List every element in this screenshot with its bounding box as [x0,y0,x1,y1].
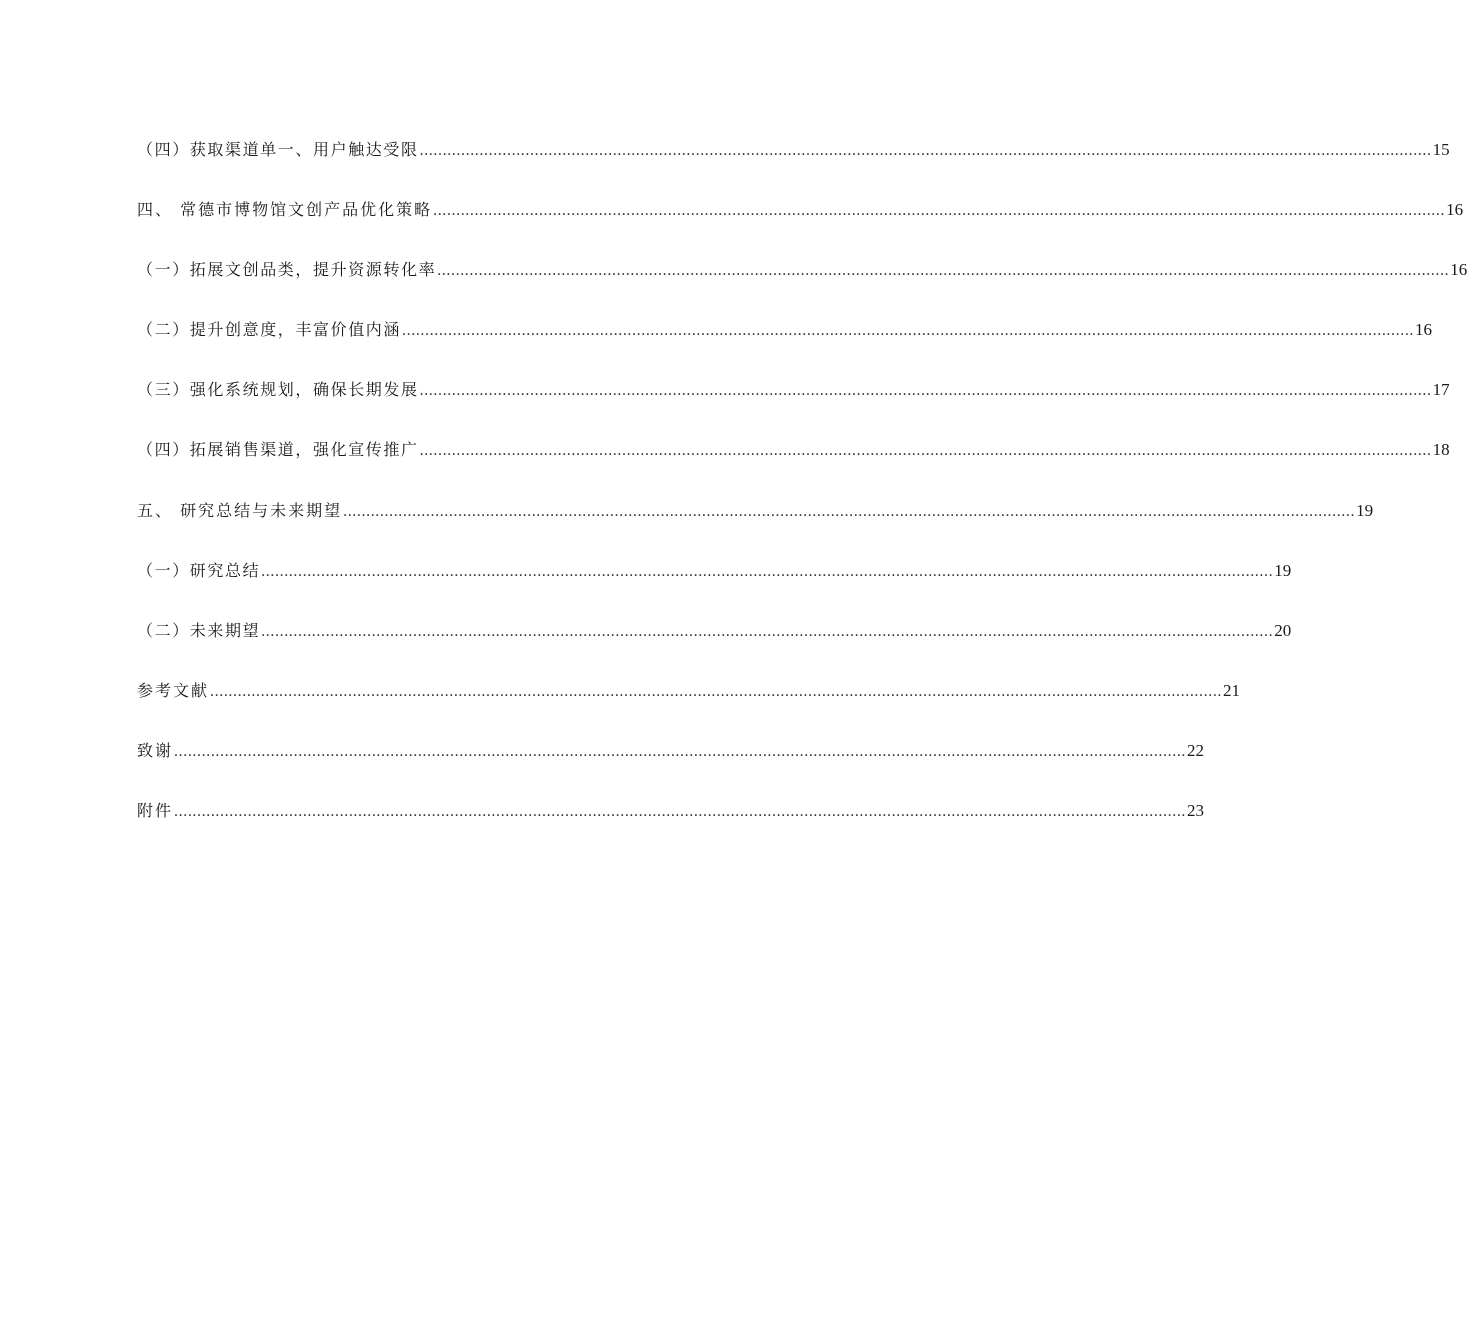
toc-entry[interactable] [137,316,1433,376]
toc-entry[interactable] [137,136,1450,196]
toc-entry-page: 16 [1446,200,1464,220]
toc-entry[interactable] [137,497,1374,557]
toc-entry-title: 参考文献 [137,680,210,700]
toc-entry-page: 18 [1432,440,1450,460]
toc-entry-title: （四）拓展销售渠道，强化宣传推广 [137,440,419,460]
toc-entry-title: 附件 [137,801,174,821]
toc-entry-title: 四、 常德市博物馆文创产品优化策略 [137,200,433,220]
toc-entry-page: 16 [1415,320,1433,340]
toc-entry-page: 15 [1432,140,1450,159]
toc-dot-leader: ............................................................................................................................................................................................................................ [419,382,1432,400]
toc-entry-title: （二）提升创意度，丰富价值内涵 [137,320,402,340]
toc-dot-leader: ............................................................................................................................................................................................................................ [419,442,1432,460]
toc-entry[interactable] [137,617,1292,677]
toc-dot-leader: ............................................................................................................................................................................................................................ [261,622,1274,640]
toc-entry[interactable] [137,797,1205,857]
toc-entry-page: 17 [1432,380,1450,400]
toc-entry[interactable] [137,677,1241,737]
toc-entry-page: 19 [1356,500,1374,520]
toc-dot-leader: ............................................................................................................................................................................................................................ [343,502,1356,520]
toc-dot-leader: ............................................................................................................................................................................................................................ [419,142,1432,159]
toc-entry[interactable] [137,376,1450,436]
toc-entry-title: 致谢 [137,740,174,760]
toc-entry-page: 20 [1274,620,1292,640]
toc-entry[interactable] [137,256,1467,316]
toc-entry-title: （二）未来期望 [137,620,261,640]
toc-entry[interactable] [137,436,1450,496]
toc-entry-page: 16 [1450,260,1467,280]
toc-entry-page: 23 [1187,801,1205,821]
toc-entry[interactable] [137,196,1464,256]
toc-dot-leader: ............................................................................................................................................................................................................................ [174,742,1187,760]
toc-dot-leader: ............................................................................................................................................................................................................................ [402,322,1415,340]
toc-entry-page: 22 [1187,740,1205,760]
toc-dot-leader: ............................................................................................................................................................................................................................ [437,262,1450,280]
toc-entry[interactable] [137,557,1292,617]
toc-dot-leader: ............................................................................................................................................................................................................................ [210,682,1223,700]
toc-entry-page: 21 [1223,680,1241,700]
toc-entry-title: （三）强化系统规划，确保长期发展 [137,380,419,400]
table-of-contents [137,136,1467,857]
toc-dot-leader: ............................................................................................................................................................................................................................ [433,202,1446,220]
toc-entry-title: （一）拓展文创品类，提升资源转化率 [137,260,437,280]
toc-entry-title: （一）研究总结 [137,560,261,580]
toc-dot-leader: ............................................................................................................................................................................................................................ [261,562,1274,580]
toc-entry[interactable] [137,737,1205,797]
toc-entry-title: 五、 研究总结与未来期望 [137,500,343,520]
toc-dot-leader: ............................................................................................................................................................................................................................ [174,803,1187,821]
toc-entry-page: 19 [1274,560,1292,580]
toc-entry-title: （四）获取渠道单一、用户触达受限 [137,140,419,159]
